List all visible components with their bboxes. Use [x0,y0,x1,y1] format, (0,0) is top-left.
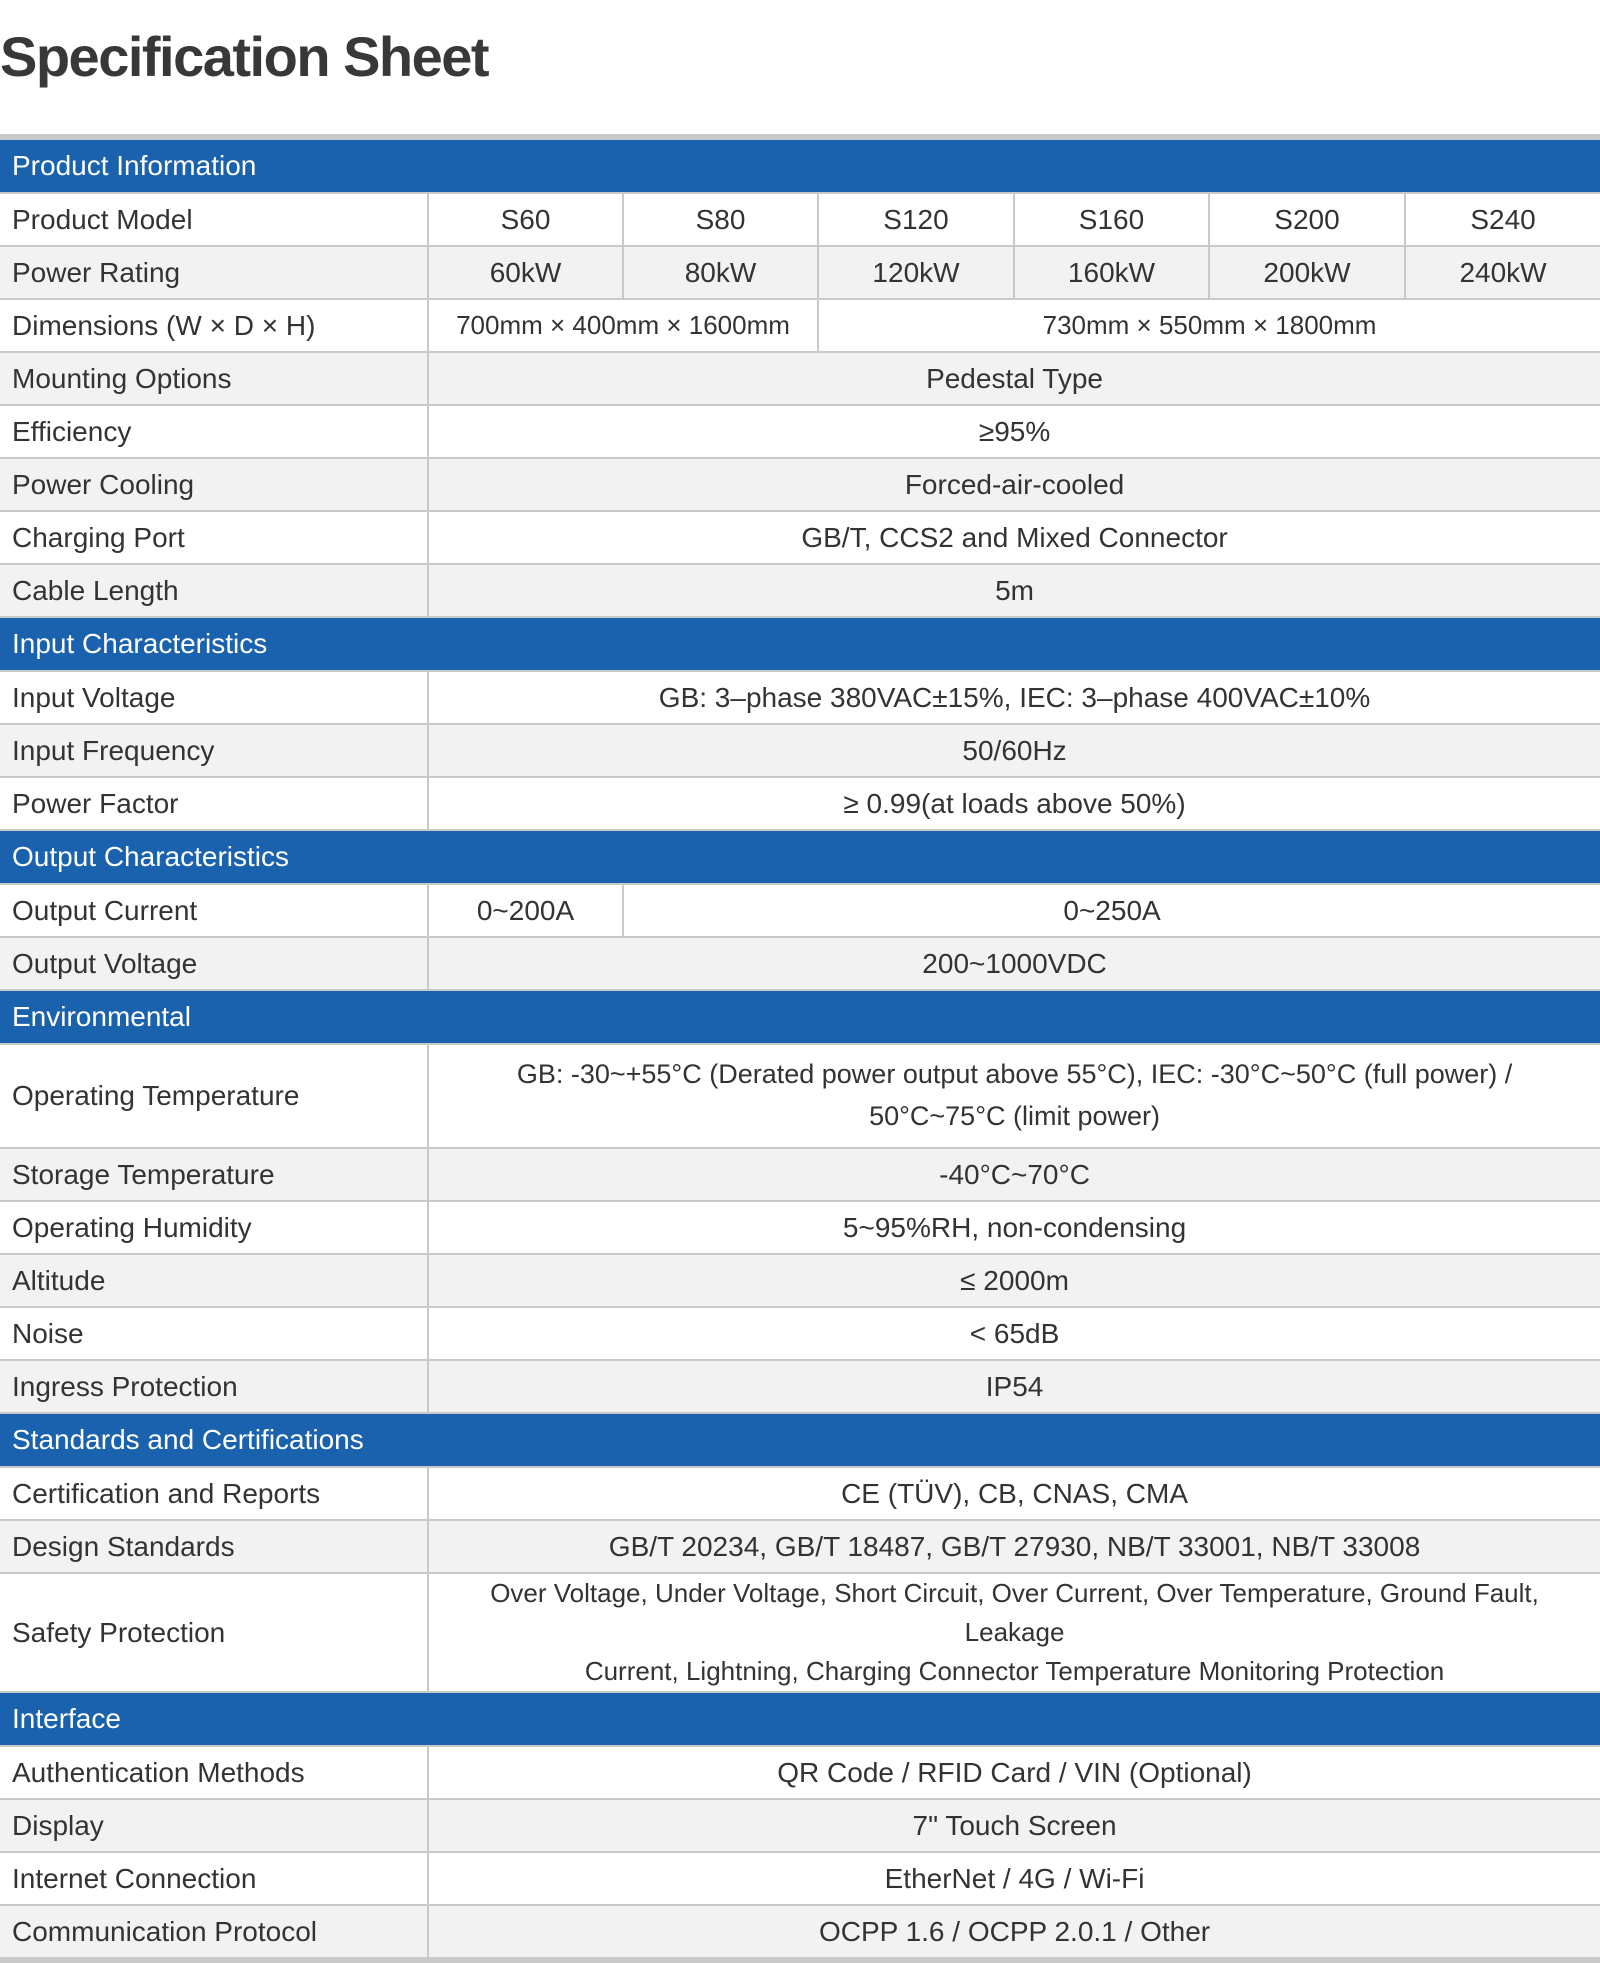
row-value: 5m [428,564,1600,617]
model-s240: S240 [1405,193,1600,246]
table-row-efficiency [0,405,1600,458]
row-value: 200~1000VDC [428,937,1600,990]
section-title: Environmental [0,990,1600,1044]
section-header-interface [0,1692,1600,1746]
row-value: GB: 3–phase 380VAC±15%, IEC: 3–phase 400VAC±10% [428,671,1600,724]
dimensions-small-models: 700mm × 400mm × 1600mm [428,299,818,352]
power-s60: 60kW [428,246,623,299]
model-s200: S200 [1209,193,1405,246]
row-label: Authentication Methods [0,1746,428,1799]
table-row-charging-port [0,511,1600,564]
row-label: Display [0,1799,428,1852]
row-label: Power Cooling [0,458,428,511]
row-label: Operating Humidity [0,1201,428,1254]
table-row-power-factor [0,777,1600,830]
table-row-operating-humidity [0,1201,1600,1254]
table-row-input-voltage [0,671,1600,724]
power-s240: 240kW [1405,246,1600,299]
row-value: ≥ 0.99(at loads above 50%) [428,777,1600,830]
table-row-cable-length [0,564,1600,617]
model-s160: S160 [1014,193,1209,246]
value-line-1: GB: -30~+55°C (Derated power output above 55°C), IEC: -30°C~50°C (full power) / [516,1059,1513,1090]
section-header-standards [0,1413,1600,1467]
table-row-safety-protection [0,1573,1600,1692]
row-value: EtherNet / 4G / Wi-Fi [428,1852,1600,1905]
model-s60: S60 [428,193,623,246]
row-value: 7" Touch Screen [428,1799,1600,1852]
row-value: ≥95% [428,405,1600,458]
row-label: Mounting Options [0,352,428,405]
row-label: Storage Temperature [0,1148,428,1201]
row-label: Dimensions (W × D × H) [0,299,428,352]
table-row-storage-temperature [0,1148,1600,1201]
row-value: < 65dB [428,1307,1600,1360]
table-row-design-standards [0,1520,1600,1573]
row-value: -40°C~70°C [428,1148,1600,1201]
row-value: Forced-air-cooled [428,458,1600,511]
row-value: Pedestal Type [428,352,1600,405]
table-row-power-cooling [0,458,1600,511]
power-s200: 200kW [1209,246,1405,299]
output-current-other-models: 0~250A [623,884,1600,937]
value-line-1: Over Voltage, Under Voltage, Short Circuit, Over Current, Over Temperature, Ground Fault, Leakage [490,1578,1539,1647]
section-title: Input Characteristics [0,617,1600,671]
table-row-operating-temperature [0,1044,1600,1148]
row-label: Communication Protocol [0,1905,428,1960]
value-line-2: 50°C~75°C (limit power) [869,1101,1160,1131]
row-value: QR Code / RFID Card / VIN (Optional) [428,1746,1600,1799]
row-label: Ingress Protection [0,1360,428,1413]
section-header-output-characteristics [0,830,1600,884]
row-label: Power Rating [0,246,428,299]
table-row-certification [0,1467,1600,1520]
row-label: Operating Temperature [0,1044,428,1148]
section-title: Standards and Certifications [0,1413,1600,1467]
row-label: Design Standards [0,1520,428,1573]
row-value: 5~95%RH, non-condensing [428,1201,1600,1254]
row-value [428,1044,1600,1148]
table-row-ingress-protection [0,1360,1600,1413]
row-label: Input Frequency [0,724,428,777]
row-value: GB/T 20234, GB/T 18487, GB/T 27930, NB/T 33001, NB/T 33008 [428,1520,1600,1573]
row-label: Safety Protection [0,1573,428,1692]
section-title: Output Characteristics [0,830,1600,884]
row-value [428,1573,1600,1692]
row-label: Input Voltage [0,671,428,724]
row-label: Noise [0,1307,428,1360]
model-s80: S80 [623,193,818,246]
row-label: Output Current [0,884,428,937]
row-value: ≤ 2000m [428,1254,1600,1307]
row-label: Power Factor [0,777,428,830]
power-s120: 120kW [818,246,1014,299]
row-label: Internet Connection [0,1852,428,1905]
table-row-internet-connection [0,1852,1600,1905]
model-s120: S120 [818,193,1014,246]
row-label: Cable Length [0,564,428,617]
table-row-output-voltage [0,937,1600,990]
row-value: 50/60Hz [428,724,1600,777]
power-s160: 160kW [1014,246,1209,299]
row-label: Charging Port [0,511,428,564]
section-header-input-characteristics [0,617,1600,671]
table-row-input-frequency [0,724,1600,777]
row-label: Product Model [0,193,428,246]
table-row-display [0,1799,1600,1852]
table-row-authentication [0,1746,1600,1799]
table-row-dimensions [0,299,1600,352]
table-row-communication-protocol [0,1905,1600,1960]
table-row-mounting-options [0,352,1600,405]
row-label: Output Voltage [0,937,428,990]
row-label: Efficiency [0,405,428,458]
row-label: Certification and Reports [0,1467,428,1520]
section-title: Product Information [0,137,1600,193]
power-s80: 80kW [623,246,818,299]
spec-table [0,134,1600,1963]
table-row-altitude [0,1254,1600,1307]
value-line-2: Current, Lightning, Charging Connector Temperature Monitoring Protection [584,1656,1445,1686]
table-row-output-current [0,884,1600,937]
output-current-s60: 0~200A [428,884,623,937]
dimensions-large-models: 730mm × 550mm × 1800mm [818,299,1600,352]
section-header-product-information [0,137,1600,193]
section-header-environmental [0,990,1600,1044]
row-value: GB/T, CCS2 and Mixed Connector [428,511,1600,564]
table-row-product-model [0,193,1600,246]
row-label: Altitude [0,1254,428,1307]
section-title: Interface [0,1692,1600,1746]
row-value: OCPP 1.6 / OCPP 2.0.1 / Other [428,1905,1600,1960]
table-row-noise [0,1307,1600,1360]
table-row-power-rating [0,246,1600,299]
row-value: CE (TÜV), CB, CNAS, CMA [428,1467,1600,1520]
row-value: IP54 [428,1360,1600,1413]
page-title: Specification Sheet [0,25,489,88]
